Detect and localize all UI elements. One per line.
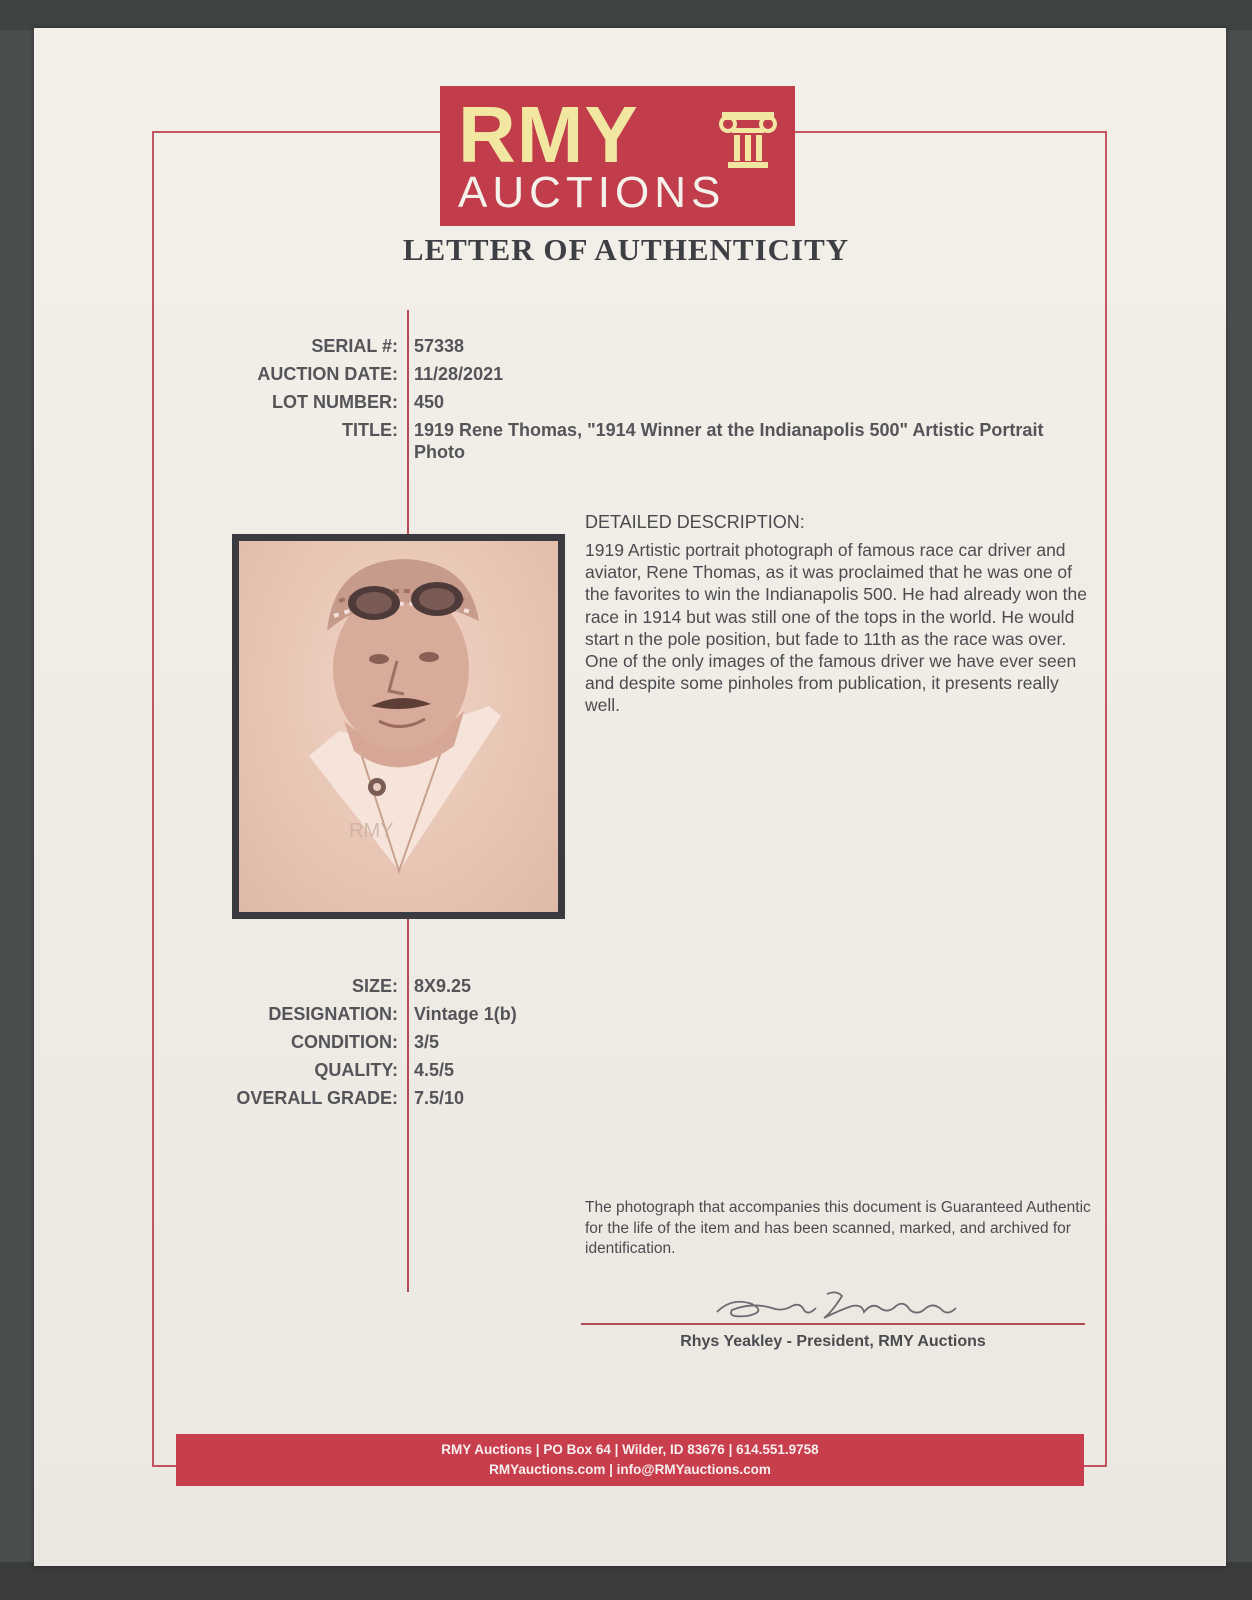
quality-label: QUALITY: xyxy=(314,1060,398,1080)
auction-date-value: 11/28/2021 xyxy=(414,364,504,384)
serial-value: 57338 xyxy=(414,336,465,356)
backdrop-bottom xyxy=(0,1562,1252,1600)
designation-value: Vintage 1(b) xyxy=(414,1004,517,1024)
ionic-column-icon xyxy=(718,106,778,170)
size-value: 8X9.25 xyxy=(414,976,472,996)
signature-line xyxy=(581,1323,1085,1325)
overall-grade-label: OVERALL GRADE: xyxy=(236,1088,398,1108)
lot-number-value: 450 xyxy=(414,392,445,412)
frame-top-right xyxy=(795,131,1107,133)
title-label: TITLE: xyxy=(342,420,398,440)
portrait-photo xyxy=(239,541,558,912)
overall-grade-value: 7.5/10 xyxy=(414,1088,465,1108)
condition-label: CONDITION: xyxy=(291,1032,398,1052)
lot-number-label: LOT NUMBER: xyxy=(272,392,398,412)
serial-label: SERIAL #: xyxy=(311,336,398,356)
photo-watermark: RMY xyxy=(349,820,394,842)
frame-right xyxy=(1105,131,1107,1467)
guarantee-text: The photograph that accompanies this document is Guaranteed Authentic for the life of the item and has been scanned, marked, and archived for identification. xyxy=(585,1199,1091,1257)
backdrop-top xyxy=(0,0,1252,30)
footer-contact-bar xyxy=(176,1434,1084,1486)
rmy-logo xyxy=(440,86,795,226)
logo-sub-text: AUCTIONS xyxy=(458,168,726,217)
document-title: LETTER OF AUTHENTICITY xyxy=(402,232,850,267)
auction-date-label: AUCTION DATE: xyxy=(257,364,398,384)
title-value: 1919 Rene Thomas, "1914 Winner at the Indianapolis 500" Artistic Portrait Photo xyxy=(414,420,1044,462)
footer-address: RMY Auctions | PO Box 64 | Wilder, ID 83676 | 614.551.9758 xyxy=(441,1442,819,1457)
designation-label: DESIGNATION: xyxy=(268,1004,398,1024)
size-label: SIZE: xyxy=(351,976,398,996)
frame-top-left xyxy=(152,131,442,133)
divider-upper xyxy=(407,310,409,534)
footer-web-email: RMYauctions.com | info@RMYauctions.com xyxy=(489,1462,771,1477)
description-body: 1919 Artistic portrait photograph of famous race car driver and aviator, Rene Thomas, as it was proclaimed that he was one of the favorites to win the Indianapolis 500. He had already won the race in 1914 but was still one of the tops in the world. He would start n the pole position, but fade to 11th as the race was over. One of the only images of the famous driver we have ever seen and despite some pinholes from publication, it presents really well. xyxy=(585,540,1087,716)
divider-lower xyxy=(407,919,409,1292)
portrait-photo-frame xyxy=(232,534,565,919)
condition-value: 3/5 xyxy=(414,1032,440,1052)
portrait-illustration xyxy=(239,541,558,912)
logo-brand-text: RMY xyxy=(458,90,639,179)
quality-value: 4.5/5 xyxy=(414,1060,455,1080)
frame-left xyxy=(152,131,154,1467)
description-heading: DETAILED DESCRIPTION: xyxy=(585,512,805,532)
signer-name: Rhys Yeakley - President, RMY Auctions xyxy=(680,1333,986,1350)
